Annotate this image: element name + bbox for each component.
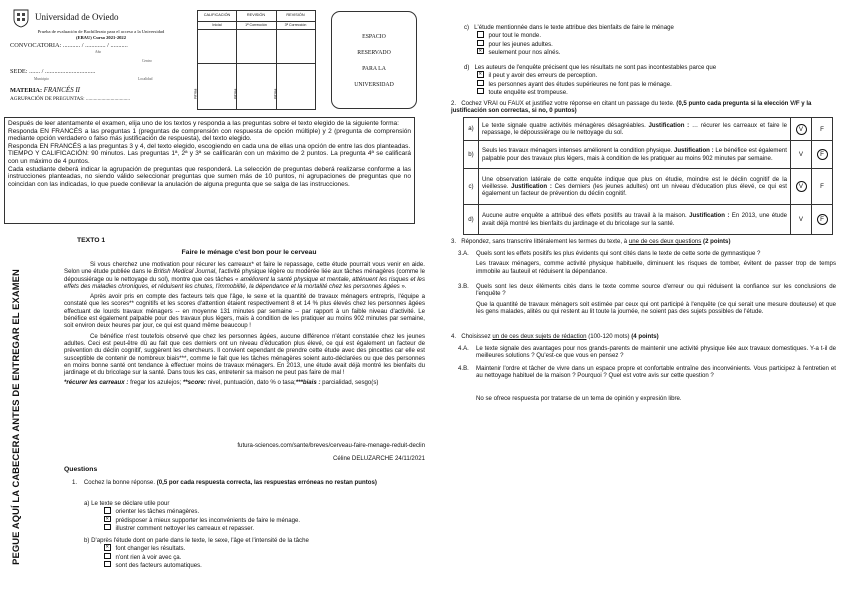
grade-table xyxy=(192,10,316,110)
q2b-letter: b) xyxy=(464,141,479,169)
q2a-justification: … récurer les carreaux et faire le repassage, le dépoussiérage ou le nettoyage du sol. xyxy=(482,121,787,136)
sede xyxy=(10,68,95,75)
q2b-f-option[interactable]: F xyxy=(817,149,828,160)
q1b-letter: b) xyxy=(84,537,90,544)
p1-b: , l'activité physique légère ou modérée liée aux tâches ménagères (comme le dépoussiérage ou le nettoyage du sol), montre que ces tâches « xyxy=(64,268,425,283)
q2-header xyxy=(451,100,837,115)
sede-field[interactable]: ....... / ................................ xyxy=(29,68,96,75)
reserved-line-2: RESERVADO xyxy=(357,50,391,56)
q1c-option-1 xyxy=(477,31,834,39)
q2c-f-option[interactable]: F xyxy=(820,183,824,190)
q1a-option-3-text: illustrer comment nettoyer les carreaux et repasser. xyxy=(115,524,255,532)
text-title: Faire le ménage c'est bon pour le cerveau xyxy=(181,249,317,256)
reserved-line-1: ESPACIO xyxy=(362,34,386,40)
grade-subheader-2: 1ª Corrección xyxy=(245,23,267,27)
q1d-stem-text: Les auteurs de l'enquête précisent que les résultats ne sont pas incontestables parce que xyxy=(474,64,717,71)
agrupacion-label: AGRUPACIÓN DE PREGUNTAS: xyxy=(10,96,85,102)
q3-points: (2 points) xyxy=(701,238,731,245)
q4-option-b xyxy=(458,365,836,380)
q1-item-a xyxy=(84,500,424,532)
materia-label: MATERIA: xyxy=(10,87,43,94)
university-name: Universidad de Oviedo xyxy=(35,12,119,22)
q1c-letter: c) xyxy=(464,24,470,31)
q4-points: (4 points) xyxy=(631,333,659,340)
p1-quote: améliorent la santé physique et mentale, atténuent les risques et les effets des maladies chroniques, et réduisent les chutes, l'immobilité, la dépendance et la mortalité chez les personnes âgées xyxy=(64,275,425,290)
q2b-f-cell[interactable] xyxy=(812,141,833,169)
q1-item-d xyxy=(464,64,834,96)
q2d-f-cell[interactable] xyxy=(812,205,833,235)
q2a-text: Le texte signale quatre activités ménagères désagréables. xyxy=(482,121,649,129)
q1-item-b xyxy=(84,537,424,569)
crest-icon xyxy=(12,8,30,28)
q2-row xyxy=(464,205,833,235)
sign-label-2: Firma xyxy=(232,88,238,99)
q1d-stem xyxy=(464,64,834,71)
paragraph-2: Après avoir pris en compte des facteurs tels que l'âge, le sexe et la quantité de travaux ménagers entrepris, l'équipe a constaté que les scores** cognitifs et les scores d'attention étaient respectivement 8 et 14 % plus élevés chez les personnes âgées effectuant de lourds travaux ménagers -- en moyenne 131 minutes par semaine -- par rapport à un faible niveau d'activité. Le bénéfice est également palpable pour des travaux plus légers, mais à condition de les pratiquer au moins 902 minutes par semaine, soit environ deux heures par jour, ce qui est quand même beaucoup ! xyxy=(64,293,425,330)
glossary-term-1: *récurer les carreaux : xyxy=(64,379,129,387)
q1d-option-1-text: il peut y avoir des erreurs de perception. xyxy=(488,72,598,80)
q1b-option-1 xyxy=(104,544,424,552)
q2d-just-label: Justification : xyxy=(689,212,730,220)
glossary-term-2: **score: xyxy=(182,379,206,387)
q3-option-b xyxy=(458,283,836,315)
q2-row xyxy=(464,169,833,205)
q1b-option-1-text: font changer les résultats. xyxy=(115,545,186,553)
center-hint: Centro xyxy=(142,59,152,63)
q4-number: 4. xyxy=(451,333,457,340)
q2a-f-cell[interactable] xyxy=(812,118,833,141)
convocatoria-field[interactable]: ........... / ............. / ........... xyxy=(62,42,128,49)
reserved-box xyxy=(331,11,417,109)
q1d-option-1 xyxy=(477,71,834,79)
q1d-letter: d) xyxy=(464,64,470,71)
p1-a: Si vous cherchez une motivation pour récurer les carreaux* et faire le repassage, cette étude pourrait vous venir en aide. Selon une étude publiée dans le xyxy=(64,261,425,276)
q1d-option-2 xyxy=(477,80,834,88)
q2c-statement xyxy=(479,169,791,205)
q1a-stem-text: Le texte se déclare utile pour xyxy=(91,500,170,507)
q1c-option-3-text: seulement pour nos aînés. xyxy=(488,48,561,56)
q2a-statement xyxy=(479,118,791,141)
exam-title-line: Prueba de evaluación de Bachillerato para el acceso a la Universidad xyxy=(37,29,165,34)
q2b-text: Seuls les travaux ménagers intenses améliorent la condition physique. xyxy=(482,147,675,155)
source-url: futura-sciences.com/sante/breves/cerveau-faire-menage-reduit-declin xyxy=(237,442,425,449)
university-logo xyxy=(12,8,30,28)
q3-header xyxy=(451,238,837,245)
q1a-option-2 xyxy=(104,516,424,524)
q4b-label: 4.B. xyxy=(458,365,469,372)
q2b-v-option[interactable]: V xyxy=(798,151,804,158)
p1-journal: British Medical Journal xyxy=(153,268,216,276)
grade-cell-initial[interactable] xyxy=(198,29,236,63)
q4b-question-text: Maintenir l'ordre et tâcher de vivre dans un espace propre et confortable entraîne des inconvénients. Vous participez à l'entretien et au nettoyage habituel de la maison ? Pourquoi ? Quel est votre avis sur cette question ? xyxy=(476,365,836,380)
q2d-v-cell[interactable] xyxy=(791,205,812,235)
q3-prompt-underlined: une de ces deux questions xyxy=(628,238,702,245)
agrupacion-field[interactable]: .................................. xyxy=(85,96,131,102)
q2a-v-cell[interactable] xyxy=(791,118,812,141)
text-body xyxy=(64,261,425,387)
q2b-v-cell[interactable] xyxy=(791,141,812,169)
q2d-v-option[interactable]: V xyxy=(798,216,804,223)
instruction-intro: Después de leer atentamente el examen, elija uno de los textos y responda a las preguntas sobre el texto elegido de la siguiente forma: xyxy=(8,120,399,127)
q1b-checkbox-3[interactable] xyxy=(104,561,111,568)
q1d-option-2-text: les personnes ayant des études supérieures ne font pas le ménage. xyxy=(488,80,672,88)
sign-label-1: Firma xyxy=(192,88,198,99)
q1b-checkbox-1[interactable] xyxy=(104,544,111,551)
q3a-question xyxy=(458,250,836,257)
q1c-stem-text: L'étude mentionnée dans le texte attribue des bienfaits de faire le ménage xyxy=(474,24,674,31)
p1-c: ». xyxy=(399,282,407,290)
q1b-stem xyxy=(84,537,424,544)
side-banner-text: PEGUE AQUÍ LA CABECERA ANTES DE ENTREGAR EL EXAMEN xyxy=(10,269,21,565)
paragraph-3: Ce bénéfice n'est toutefois observé que chez les personnes âgées, aucune différence n'étant constatée chez les jeunes adultes. Ceci est peut-être dû au fait que ces derniers ont un niveau d'éducation plus élevé, ce qui est également un facteur de prévention du déclin cognitif, suggèrent les chercheurs. Il convient cependant de prendre cette étude avec des pincettes car elle est susceptible de contenir de nombreux biais***, comme le fait que les tâches ménagères soient auto-déclarées ou que des personnes en moins bonne santé ont tendance à effectuer moins de travaux ménagers. En 2013, une étude avait déjà montré les bienfaits du jardinage et du bricolage sur la santé. Dans tous les cas, entretenir sa maison ne peut pas faire de mal ! xyxy=(64,332,425,377)
q2d-statement xyxy=(479,205,791,235)
instruction-selection: Cada estudiante deberá indicar la agrupación de preguntas que responderá. La selección de preguntas deberá realizarse conforme a las instrucciones planteadas, no siendo válido seleccionar preguntas que sumen más de 10 puntos, ni agrupaciones de preguntas que no coincidan con las indicadas, lo que puede conllevar la anulación de alguna pregunta que se salga de las instrucciones. xyxy=(8,165,411,188)
q2c-v-option[interactable]: V xyxy=(796,181,807,192)
exam-title-year: (EBAU) Curso 2021-2022 xyxy=(75,34,127,40)
q1d-checkbox-2[interactable] xyxy=(477,80,484,87)
q4a-question-text: Le texte signale des avantages pour nos grands-parents de maintenir une activité physique liée aux travaux domestiques. Y-a t-il de meilleures solutions ? Qu'est-ce que vous en pensez ? xyxy=(476,345,836,360)
q1a-stem xyxy=(84,500,424,507)
glossary-def-3: parcialidad, sesgo(s) xyxy=(320,379,379,387)
q1b-option-3-text: sont des facteurs automatiques. xyxy=(115,561,202,569)
q1c-checkbox-1[interactable] xyxy=(477,31,484,38)
q1d-checkbox-3[interactable] xyxy=(477,88,484,95)
q2d-text: Aucune autre enquête a attribué des effets positifs au travail à la maison. xyxy=(482,212,690,220)
instruction-q1-q2: Responda EN FRANCÉS a las preguntas 1 (preguntas de comprensión con respuesta de opción múltiple) y 2 (pregunta de comprensión mediante opción verdadero o falso más justificación de respuesta), del texto elegido. xyxy=(8,127,411,143)
grade-header-3: REVISIÓN xyxy=(286,13,305,17)
convocatoria-label: CONVOCATORIA: xyxy=(10,42,62,49)
reserved-line-4: UNIVERSIDAD xyxy=(354,82,394,88)
q1c-checkbox-3[interactable] xyxy=(477,48,484,55)
q1a-option-3 xyxy=(104,524,424,532)
glossary xyxy=(64,379,425,386)
text-label: TEXTO 1 xyxy=(77,237,106,244)
q1a-checkbox-1[interactable] xyxy=(104,507,111,514)
q1d-checkbox-1[interactable] xyxy=(477,71,484,78)
q1b-option-2-text: n'ont rien à voir avec ça. xyxy=(115,553,182,561)
q2c-justification: Ces derniers (les jeunes adultes) ont un niveau d'éducation plus élevé, ce qui est également un facteur de prévention du déclin cognitif. xyxy=(482,182,787,198)
year-hint: Año xyxy=(95,50,102,54)
exam-title xyxy=(26,29,176,40)
q4-words: (100-120 mots) xyxy=(586,333,632,340)
side-banner xyxy=(10,252,24,582)
q3-prompt: Répondez, sans transcrire littéralement les termes du texte, à xyxy=(461,238,629,245)
q4a-label: 4.A. xyxy=(458,345,469,352)
sede-label: SEDE: xyxy=(10,68,28,75)
glossary-def-2: nivel, puntuación, dato % o tasa; xyxy=(205,379,296,387)
municipio-hint: Municipio xyxy=(34,77,49,81)
grade-subheader-3: 3ª Corrección xyxy=(284,23,307,27)
q3-option-a xyxy=(458,250,836,275)
q1b-stem-text: D'après l'étude dont on parle dans le texte, le sexe, l'âge et l'intensité de la tâche xyxy=(91,537,309,544)
q2-row xyxy=(464,118,833,141)
q1a-checkbox-3[interactable] xyxy=(104,524,111,531)
q4-note: No se ofrece respuesta por tratarse de un tema de opinión y expresión libre. xyxy=(476,395,682,402)
q3a-label: 3.A. xyxy=(458,250,469,257)
q1a-checkbox-2[interactable] xyxy=(104,516,111,523)
convocatoria xyxy=(10,42,128,49)
materia xyxy=(10,86,80,94)
q4-header xyxy=(451,333,837,340)
q4-prompt-underlined: un de ces deux sujets de rédaction xyxy=(492,333,587,340)
q2b-just-label: Justification : xyxy=(674,147,714,155)
grade-cell-rev1[interactable] xyxy=(236,29,276,63)
localidad-hint: Localidad xyxy=(138,77,153,81)
sign-label-3: Firma xyxy=(272,88,278,99)
q3b-question-text: Quels sont les deux éléments cités dans le texte comme source d'erreur ou qui réduisent la confiance sur les conclusions de l'enquête ? xyxy=(476,283,836,298)
glossary-term-3: ***biais : xyxy=(295,379,321,387)
glossary-def-1: fregar los azulejos; xyxy=(128,379,183,387)
q2c-v-cell[interactable] xyxy=(791,169,812,205)
q2d-letter: d) xyxy=(464,205,479,235)
q1-points: (0,5 por cada respuesta correcta, las respuestas erróneas no restan puntos) xyxy=(156,479,377,486)
q1a-letter: a) xyxy=(84,500,90,507)
q1a-option-1-text: orienter les tâches ménagères. xyxy=(115,508,200,516)
q2c-text: Une observation latérale de cette enquête indique que plus on étudie, moindre est le déclin cognitif de la vieillesse. xyxy=(482,175,787,190)
q4-prompt: Choisissez xyxy=(461,333,493,340)
q2a-v-option[interactable]: V xyxy=(796,124,807,135)
q1d-option-3 xyxy=(477,88,834,96)
q2d-f-option[interactable]: F xyxy=(817,214,828,225)
materia-value: FRANCÉS II xyxy=(43,86,81,94)
q1-item-c xyxy=(464,24,834,56)
q3a-question-text: Quels sont les effets positifs les plus évidents qui sont cités dans le texte de cette sorte de gymnastique ? xyxy=(476,250,761,257)
grade-header-2: REVISIÓN xyxy=(246,13,266,17)
q1a-option-1 xyxy=(104,507,424,515)
q3b-label: 3.B. xyxy=(458,283,469,290)
q1-number: 1. xyxy=(72,479,78,486)
q1c-option-1-text: pour tout le monde. xyxy=(488,32,542,40)
q1c-option-2 xyxy=(477,40,834,48)
grade-header-1: CALIFICACIÓN xyxy=(203,13,231,17)
q1b-option-2 xyxy=(104,553,424,561)
q2b-statement xyxy=(479,141,791,169)
q2-number: 2. xyxy=(451,100,457,107)
q1d-option-3-text: toute enquête est trompeuse. xyxy=(488,88,568,96)
q1b-option-3 xyxy=(104,561,424,569)
q1c-option-2-text: pour les jeunes adultes. xyxy=(488,40,553,48)
q1c-checkbox-2[interactable] xyxy=(477,40,484,47)
q2a-f-option[interactable]: F xyxy=(820,125,824,133)
q2-prompt: Cochez VRAI ou FAUX et justifiez votre réponse en citant un passage du texte. xyxy=(461,100,675,107)
agrupacion xyxy=(10,96,130,102)
instruction-time: TIEMPO Y CALIFICACIÓN: 90 minutos. Las preguntas 1ª, 2ª y 3ª se calificarán con un máximo de 2 puntos. La pregunta 4ª se calificará con un máximo de 4 puntos. xyxy=(8,150,411,165)
q2-table xyxy=(463,117,833,235)
q1-prompt: Cochez la bonne réponse. xyxy=(83,479,156,486)
q2a-letter: a) xyxy=(464,118,479,141)
paragraph-1 xyxy=(64,261,425,290)
instructions-box xyxy=(4,117,415,224)
q1a-option-2-text: prédisposer à mieux supporter les inconvénients de faire le ménage. xyxy=(115,516,301,524)
q3-number: 3. xyxy=(451,238,457,245)
q2a-just-label: Justification : xyxy=(648,121,690,129)
reserved-line-3: PARA LA xyxy=(362,66,386,72)
q4-option-a xyxy=(458,345,836,360)
q3a-answer: Les travaux ménagers, comme activité physique habituelle, diminuent les risques de tomber, évitent de passer trop de temps immobile au fauteuil et réduisent la dépendance. xyxy=(476,260,836,275)
q1c-stem xyxy=(464,24,834,31)
q3b-answer: Que la quantité de travaux ménagers soit estimée par ceux qui ont participé à l'enquête (ce qui serait une mesure douteuse) et que les gens malades, alités ou qui restent au lit toute la journée, ne soient pas des sujets possibles de l'étude. xyxy=(476,300,836,315)
q1c-option-3 xyxy=(477,48,834,56)
q2-row xyxy=(464,141,833,169)
q3b-question xyxy=(458,283,836,298)
grade-cell-rev3[interactable] xyxy=(276,29,315,63)
q1b-checkbox-2[interactable] xyxy=(104,553,111,560)
q2-points: (0,5 punto cada pregunta si la elección V/F y la justificación son correctas, si no, 0 puntos) xyxy=(451,100,812,115)
q1-header xyxy=(72,479,422,486)
author-date: Céline DELUZARCHE 24/11/2021 xyxy=(332,455,425,462)
instruction-q3-q4: Responda EN FRANCÉS a las preguntas 3 y 4, del texto elegido, escogiendo en cada una de ellas una opción de entre las dos planteadas. xyxy=(8,142,411,150)
grade-subheader-1: Inicial xyxy=(212,23,222,27)
q2c-letter: c) xyxy=(464,169,479,205)
q2d-justification: En 2013, une étude avait déjà montré les bienfaits du jardinage et du bricolage sur la santé. xyxy=(482,212,787,227)
q2c-f-cell[interactable] xyxy=(812,169,833,205)
questions-title: Questions xyxy=(64,466,98,473)
q2c-just-label: Justification : xyxy=(511,182,552,190)
q2b-justification: Le bénéfice est également palpable pour des travaux plus légers, mais à condition de les pratiquer au moins 902 minutes par semaine. xyxy=(482,147,787,162)
